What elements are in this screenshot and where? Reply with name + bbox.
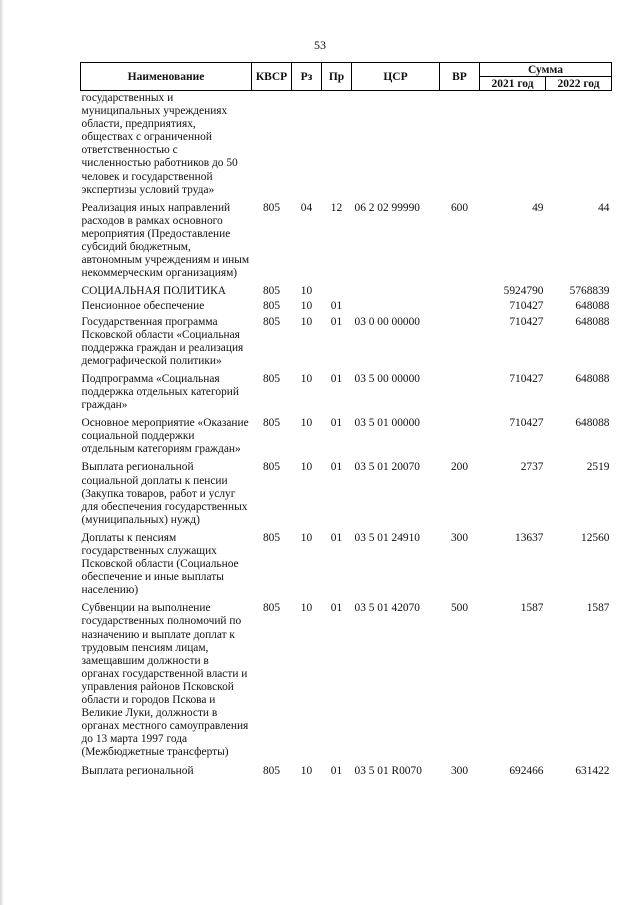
cell-vr: 300 bbox=[450, 764, 469, 777]
cell-y2021: 710427 bbox=[509, 372, 544, 385]
cell-vr bbox=[440, 298, 480, 313]
cell-rz: 10 bbox=[300, 602, 313, 615]
cell-name: Подпрограмма «Социальная поддержка отдельных категорий граждан» bbox=[81, 372, 239, 412]
cell-kvsr: 805 bbox=[262, 315, 281, 328]
table-row bbox=[81, 760, 612, 778]
table-row bbox=[81, 197, 612, 281]
cell-y2022: 5768839 bbox=[569, 285, 610, 298]
cell-y2022: 648088 bbox=[575, 372, 610, 385]
cell-y2021: 49 bbox=[532, 201, 544, 214]
cell-y2022: 631422 bbox=[575, 764, 610, 777]
cell-vr bbox=[440, 280, 480, 298]
cell-kvsr: 805 bbox=[262, 531, 281, 544]
cell-pr: 01 bbox=[330, 461, 343, 474]
cell-csr bbox=[352, 280, 440, 298]
table-row bbox=[81, 527, 612, 597]
cell-csr: 03 5 01 42070 bbox=[354, 602, 420, 615]
cell-pr: 01 bbox=[330, 300, 343, 313]
cell-kvsr: 805 bbox=[262, 285, 281, 298]
cell-name: Выплата региональной социальной доплаты к пенсии (Закупка товаров, работ и услуг для обеспечения государственных (муниципальных) нужд) bbox=[81, 461, 248, 526]
budget-table bbox=[80, 62, 612, 778]
cell-rz: 10 bbox=[300, 461, 313, 474]
cell-pr: 01 bbox=[330, 531, 343, 544]
cell-vr: 600 bbox=[450, 201, 469, 214]
cell-rz: 10 bbox=[300, 315, 313, 328]
cell-y2021: 710427 bbox=[509, 300, 544, 313]
cell-kvsr: 805 bbox=[262, 461, 281, 474]
cell-rz: 10 bbox=[300, 285, 313, 298]
cell-pr: 01 bbox=[330, 602, 343, 615]
cell-kvsr: 805 bbox=[262, 372, 281, 385]
cell-name: Основное мероприятие «Оказание социальной поддержки отдельным категориям граждан» bbox=[81, 417, 249, 456]
cell-kvsr: 805 bbox=[262, 417, 281, 430]
cell-csr: 03 5 00 00000 bbox=[354, 372, 420, 385]
cell-rz bbox=[292, 91, 322, 197]
cell-rz: 10 bbox=[300, 531, 313, 544]
table-row bbox=[81, 280, 612, 298]
cell-csr bbox=[352, 298, 440, 313]
cell-pr bbox=[322, 91, 352, 197]
cell-vr: 200 bbox=[450, 461, 469, 474]
cell-y2021: 2737 bbox=[520, 461, 544, 474]
cell-y2022: 648088 bbox=[575, 417, 610, 430]
table-row bbox=[81, 91, 612, 197]
cell-rz: 10 bbox=[300, 764, 313, 777]
cell-csr: 03 5 01 20070 bbox=[354, 461, 420, 474]
cell-kvsr: 805 bbox=[262, 764, 281, 777]
cell-y2022 bbox=[546, 91, 612, 197]
header-kvsr: КВСР bbox=[252, 63, 292, 91]
cell-name: Субвенции на выполнение государственных полномочий по назначению и выплате доплат к трудовым пенсиям лицам, замещавшим должности в органах государственной власти и управления районов Псковской области и городов Пскова и Великие Луки, должности в органах местного самоуправления до 13 марта 1997 года (Межбюджетные трансферты) bbox=[81, 602, 249, 759]
cell-name: СОЦИАЛЬНАЯ ПОЛИТИКА bbox=[81, 285, 227, 298]
cell-rz: 10 bbox=[300, 372, 313, 385]
cell-csr: 03 5 01 24910 bbox=[354, 531, 420, 544]
cell-csr: 03 5 01 R0070 bbox=[354, 764, 422, 777]
cell-pr bbox=[322, 280, 352, 298]
cell-rz: 04 bbox=[300, 201, 313, 214]
cell-vr bbox=[440, 368, 480, 412]
cell-name: Выплата региональной bbox=[81, 764, 194, 777]
cell-y2021: 13637 bbox=[515, 531, 544, 544]
scan-edge bbox=[0, 0, 4, 905]
header-pr: Пр bbox=[322, 63, 352, 91]
table-row bbox=[81, 412, 612, 456]
table-row bbox=[81, 298, 612, 313]
header-name: Наименование bbox=[81, 63, 252, 91]
cell-rz: 10 bbox=[300, 300, 313, 313]
cell-y2021: 5924790 bbox=[503, 285, 544, 298]
cell-vr bbox=[440, 314, 480, 368]
cell-name: государственных и муниципальных учреждениях области, предприятиях, обществах с ограниченной ответственностью с численностью работников до 50 человек и государственной экспертизы условий труда» bbox=[81, 92, 238, 196]
cell-csr: 03 5 01 00000 bbox=[354, 417, 420, 430]
cell-y2022: 648088 bbox=[575, 300, 610, 313]
table-row bbox=[81, 368, 612, 412]
page-number: 53 bbox=[314, 38, 326, 52]
header-vr: ВР bbox=[440, 63, 480, 91]
cell-y2021: 710427 bbox=[509, 315, 544, 328]
cell-name: Доплаты к пенсиям государственных служащих Псковской области (Социальное обеспечение и иные выплаты населению) bbox=[81, 531, 239, 597]
cell-vr bbox=[440, 412, 480, 456]
cell-y2022: 1587 bbox=[586, 602, 610, 615]
cell-y2022: 2519 bbox=[586, 461, 610, 474]
header-2022: 2022 год bbox=[546, 77, 612, 91]
cell-kvsr: 805 bbox=[262, 201, 281, 214]
cell-csr bbox=[352, 91, 440, 197]
cell-y2022: 648088 bbox=[575, 315, 610, 328]
cell-pr: 01 bbox=[330, 764, 343, 777]
table-body bbox=[81, 91, 612, 778]
cell-csr: 06 2 02 99990 bbox=[354, 201, 420, 214]
cell-y2021: 710427 bbox=[509, 417, 544, 430]
table-row bbox=[81, 597, 612, 759]
cell-y2021: 692466 bbox=[509, 764, 544, 777]
cell-pr: 12 bbox=[330, 201, 343, 214]
cell-y2022: 12560 bbox=[581, 531, 610, 544]
cell-rz: 10 bbox=[300, 417, 313, 430]
header-rz: Рз bbox=[292, 63, 322, 91]
cell-pr: 01 bbox=[330, 315, 343, 328]
cell-name: Пенсионное обеспечение bbox=[81, 300, 205, 313]
header-2021: 2021 год bbox=[480, 77, 546, 91]
cell-name: Государственная программа Псковской области «Социальная поддержка граждан и реализация демографической политики» bbox=[81, 315, 244, 367]
header-sum: Сумма bbox=[480, 63, 612, 77]
cell-kvsr: 805 bbox=[262, 602, 281, 615]
cell-name: Реализация иных направлений расходов в рамках основного мероприятия (Предоставление субсидий бюджетным, автономным учреждениям и иным некоммерческим организациям) bbox=[81, 201, 250, 280]
cell-vr: 300 bbox=[450, 531, 469, 544]
table-row bbox=[81, 314, 612, 368]
header-csr: ЦСР bbox=[352, 63, 440, 91]
cell-pr: 01 bbox=[330, 417, 343, 430]
cell-y2021 bbox=[480, 91, 546, 197]
cell-kvsr bbox=[252, 91, 292, 197]
cell-vr: 500 bbox=[450, 602, 469, 615]
cell-y2021: 1587 bbox=[520, 602, 544, 615]
cell-y2022: 44 bbox=[598, 201, 610, 214]
cell-csr: 03 0 00 00000 bbox=[354, 315, 420, 328]
table-row bbox=[81, 456, 612, 526]
cell-pr: 01 bbox=[330, 372, 343, 385]
cell-kvsr: 805 bbox=[262, 300, 281, 313]
cell-vr bbox=[440, 91, 480, 197]
